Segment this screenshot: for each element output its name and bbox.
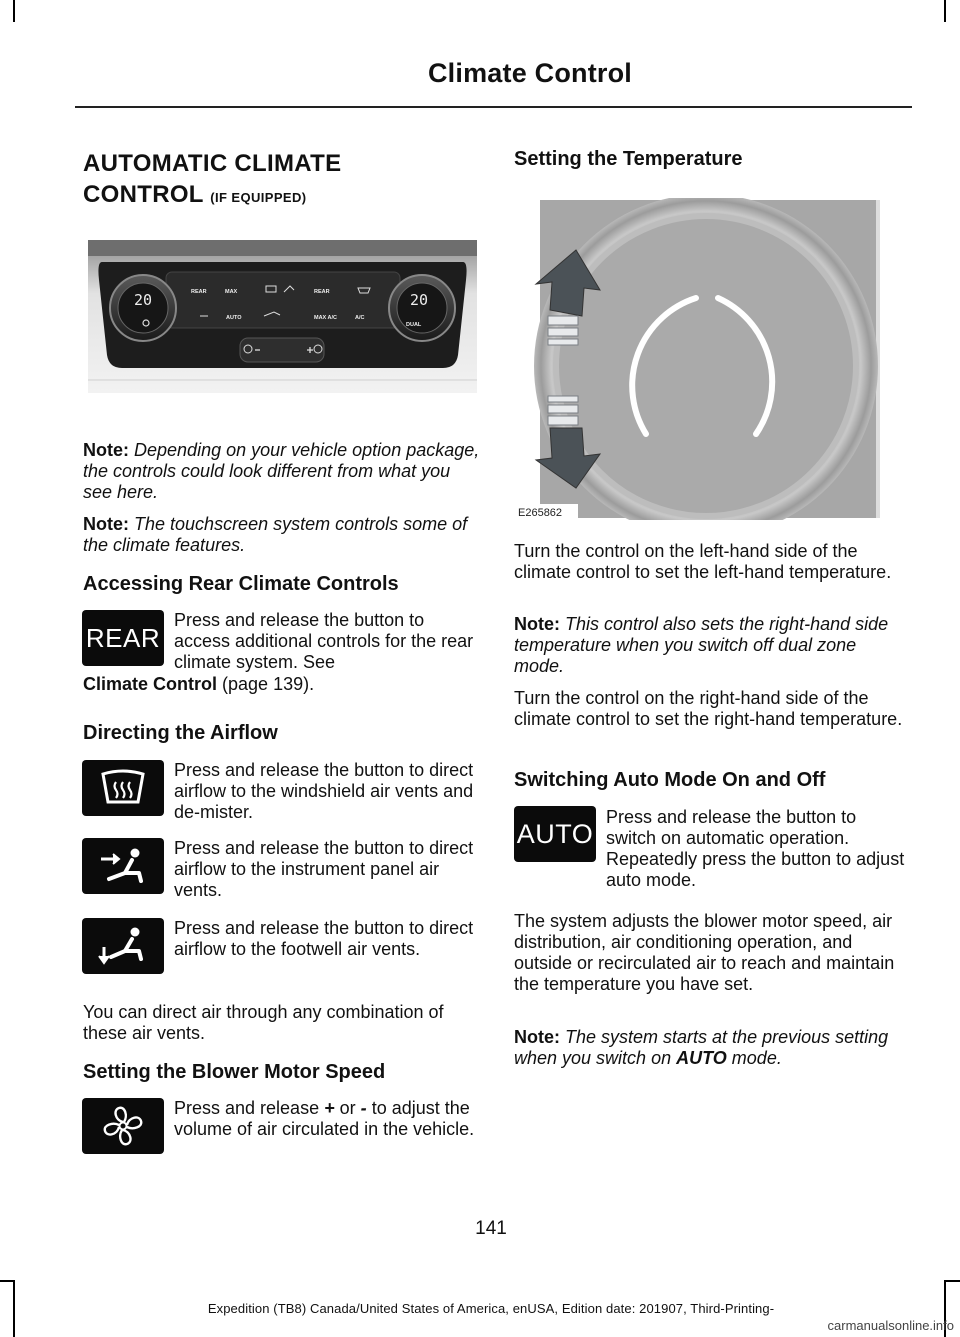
rear-link[interactable]: Climate Control [83,674,218,694]
panel-max-label: MAX [225,289,238,295]
auto-text-block [606,807,906,891]
header-rule [75,106,912,108]
temperature-heading: Setting the Temperature [514,148,743,170]
panel-rear2-label: REAR [314,289,330,295]
auto-heading: Switching Auto Mode On and Off [514,769,826,791]
note-2-text: The touchscreen system controls some of the climate features. [83,514,468,555]
section-title: Climate Control [427,58,632,88]
crop-mark-top-right-v [944,0,946,22]
panel-ac-label: A/C [355,315,365,321]
auto-icon-label: AUTO [516,818,594,849]
rear-icon-label: REAR [85,622,161,653]
blower-text-post: to adjust the volume of air circulated in the vehicle. [174,1098,475,1139]
crop-mark-bottom-right-h [946,1280,960,1282]
main-heading-suffix: (IF EQUIPPED) [210,190,307,205]
blower-text-pre: Press and release [174,1098,320,1118]
auto-note-text-pre: The system starts at the previous setting when you switch on [514,1027,889,1068]
panel-rear-label: REAR [191,289,207,295]
panel-auto-label: AUTO [226,315,242,321]
main-heading-line1: AUTOMATIC CLIMATE [83,150,342,177]
airflow-combination-text: You can direct air through any combination of these air vents. [83,1002,444,1043]
blower-text [174,1098,476,1140]
auto-note-bold: AUTO [676,1048,727,1068]
panel-vent-icon [82,838,164,894]
temp-note [514,614,909,677]
airflow-panel-text: Press and release the button to direct airflow to the instrument panel air vents. [174,838,474,900]
fan-icon [82,1098,164,1154]
rear-text-block [174,610,474,673]
auto-text: Press and release the button to switch on automatic operation. Repeatedly press the button to adjust auto mode. [606,807,905,890]
windshield-defrost-icon [82,760,164,816]
crop-mark-bottom-left-h [0,1280,14,1282]
auto-system-text: The system adjusts the blower motor speed, air distribution, air conditioning operation, and outside or recirculated air to reach and maintain the temperature you have set. [514,911,895,994]
right-temp-display: 20 [409,291,429,309]
panel-maxac-label: MAX A/C [314,315,338,321]
temp-note-label: Note: [514,614,560,634]
rear-text: Press and release the button to access additional controls for the rear climate system. See [174,610,474,672]
temperature-dial-image [514,198,880,520]
note-2 [83,514,483,556]
note-1 [83,440,483,503]
main-heading [83,148,483,213]
rear-button-icon [82,610,164,666]
crop-mark-top-left-v [13,0,15,22]
blower-heading: Setting the Blower Motor Speed [83,1061,386,1083]
auto-note-text-post: mode. [731,1048,782,1068]
rear-reference [83,674,483,695]
main-heading-line2: CONTROL [83,181,204,208]
edition-line: Expedition (TB8) Canada/United States of America, enUSA, Edition date: 201907, Third-Printing- [207,1301,775,1316]
airflow-windshield-text: Press and release the button to direct airflow to the windshield air vents and de-mister. [174,760,474,822]
blower-minus: - [360,1098,367,1118]
auto-note-label: Note: [514,1027,560,1047]
auto-note [514,1027,909,1069]
auto-button-icon [514,806,596,862]
temp-note-text: This control also sets the right-hand side temperature when you switch off dual zone mode. [514,614,889,676]
climate-panel-image [88,240,477,393]
left-temp-display: 20 [133,291,153,309]
airflow-heading: Directing the Airflow [83,722,278,744]
note-1-text: Depending on your vehicle option package, the controls could look different from what you see here. [83,440,480,502]
temp-right-text: Turn the control on the right-hand side of the climate control to set the right-hand temperature. [514,688,903,729]
panel-dual-label: DUAL [406,322,422,328]
image-code: E265862 [518,507,563,519]
watermark: carmanualsonline.info [827,1318,954,1333]
page-number: 141 [475,1218,507,1239]
rear-heading: Accessing Rear Climate Controls [83,573,399,595]
blower-plus: + [324,1098,335,1118]
note-1-label: Note: [83,440,129,460]
airflow-footwell-text: Press and release the button to direct airflow to the footwell air vents. [174,918,474,959]
rear-page-ref: (page 139). [222,674,315,694]
temp-left-text: Turn the control on the left-hand side of the climate control to set the left-hand temperature. [514,541,892,582]
footwell-vent-icon [82,918,164,974]
note-2-label: Note: [83,514,129,534]
blower-or: or [339,1098,356,1118]
